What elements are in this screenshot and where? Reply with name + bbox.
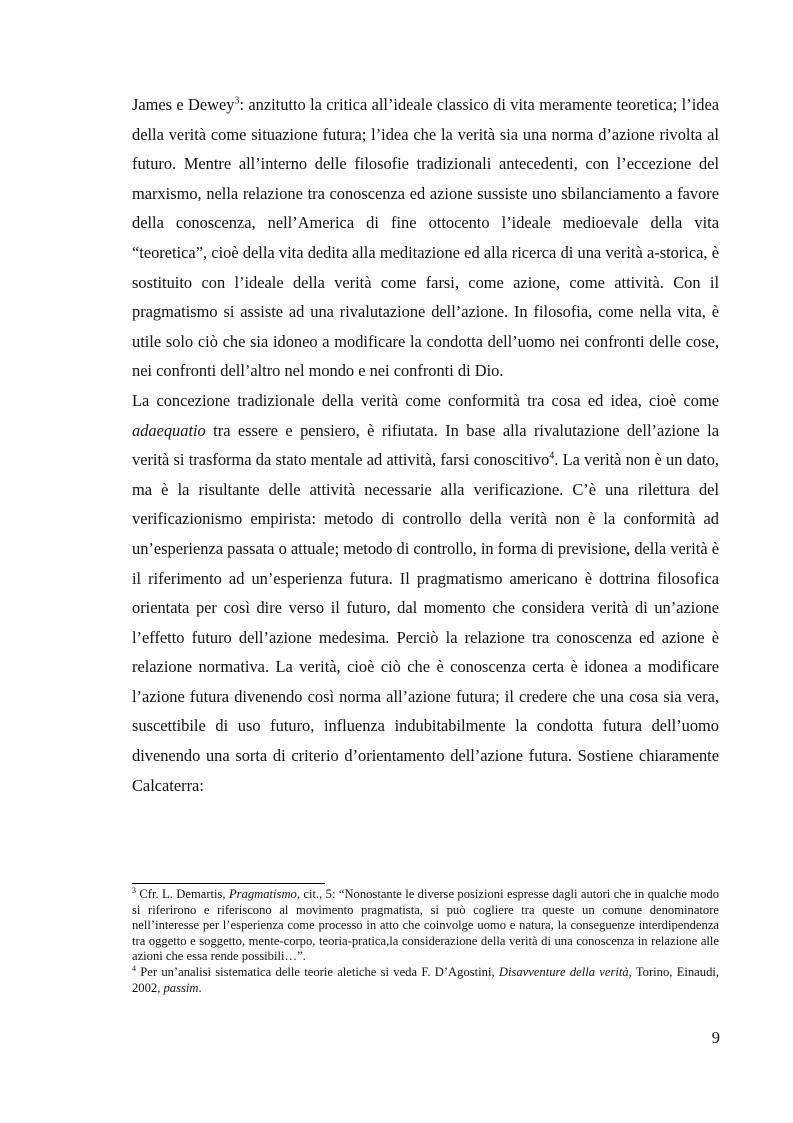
paragraph-1 — [132, 90, 719, 386]
footnotes — [132, 887, 719, 996]
paragraph-1-text-a: James e Dewey — [132, 95, 235, 114]
footnote-3-title: Pragmatismo — [228, 887, 297, 901]
paragraph-2-text-a: La concezione tradizionale della verità come conformità tra cosa ed idea, cioè come — [132, 390, 719, 410]
footnote-ref-3: 3 — [234, 95, 240, 107]
footnote-4-title: Disavventure della verità — [498, 964, 629, 979]
page-number: 9 — [711, 1028, 720, 1047]
footnote-3-number: 3 — [132, 885, 136, 895]
paragraph-2-italic-term: adaequatio — [132, 420, 206, 440]
footnote-3-text-b: , cit., 5: “Nonostante le diverse posizioni espresse dagli autori che in qualche modo si riferirono e riferiscono al movimento pragmatista, si può cogliere tra queste un comune denominatore nell’interesse per l’esperienza come processo in atto che coinvolge uomo e natura, la conseguenze interdipendenza tra oggetto e soggetto, mente-corpo, teoria-pratica,la considerazione della verità di una conoscenza in relazione alle azioni che essa rende possibili…”. — [132, 887, 719, 964]
footnote-4-text-c: . — [198, 980, 202, 995]
body-text — [132, 90, 719, 800]
paragraph-1-text-b: : anzitutto la critica all’ideale classico di vita meramente teoretica; l’idea della verità come situazione futura; l’idea che la verità sia una norma d’azione rivolta al futuro. Mentre all’interno delle filosofie tradizionali antecedenti, con l’eccezione del marxismo, nella relazione tra conoscenza ed azione sussiste uno sbilanciamento a favore della conoscenza, nell’America di fine ottocento l’ideale medioevale della vita “teoretica”, cioè della vita dedita alla meditazione ed alla ricerca di una verità a-storica, è sostituito con l’ideale della verità come farsi, come azione, come attività. Con il pragmatismo si assiste ad una rivalutazione dell’azione. In filosofia, come nella vita, è utile solo ciò che sia idoneo a modificare la condotta dell’uomo nei confronti delle cose, nei confronti dell’altro nel mondo e nei confronti di Dio. — [132, 95, 719, 381]
footnote-4-text-a: Per un’analisi sistematica delle teorie aletiche si veda F. D’Agostini, — [136, 964, 499, 979]
paragraph-2-text-c: . La verità non è un dato, ma è la risultante delle attività necessarie alla verificazione. C’è una rilettura del verificazionismo empirista: metodo di controllo della verità non è la conformità ad un’esperienza passata o attuale; metodo di controllo, in forma di previsione, della verità è il riferimento ad un’esperienza futura. Il pragmatismo americano è dottrina filosofica orientata per così dire verso il futuro, dal momento che considera verità di un’azione l’effetto futuro dell’azione medesima. Perciò la relazione tra conoscenza ed azione è relazione normativa. La verità, cioè ciò che è conoscenza certa è idonea a modificare l’azione futura divenendo così norma all’azione futura; il credere che una cosa sia vera, suscettibile di uso futuro, influenza indubitabilmente la condotta futura dell’uomo divenendo una sorta di criterio d’orientamento dell’azione futura. Sostiene chiaramente Calcaterra: — [132, 450, 719, 795]
footnote-4-number: 4 — [132, 963, 136, 973]
footnote-separator — [132, 883, 325, 884]
paragraph-2 — [132, 386, 719, 800]
paragraph-2-text-b: tra essere e pensiero, è rifiutata. In base alla rivalutazione dell’azione la verità si trasforma da stato mentale ad attività, farsi conoscitivo — [132, 420, 719, 470]
footnote-3-text-a: Cfr. L. Demartis, — [136, 887, 229, 901]
footnote-4-passim: passim — [163, 980, 199, 995]
footnote-4 — [132, 965, 719, 996]
footnote-ref-4: 4 — [549, 450, 555, 462]
footnote-3 — [132, 887, 719, 965]
footnote-4-text-b: , Torino, Einaudi, 2002, — [132, 964, 720, 995]
